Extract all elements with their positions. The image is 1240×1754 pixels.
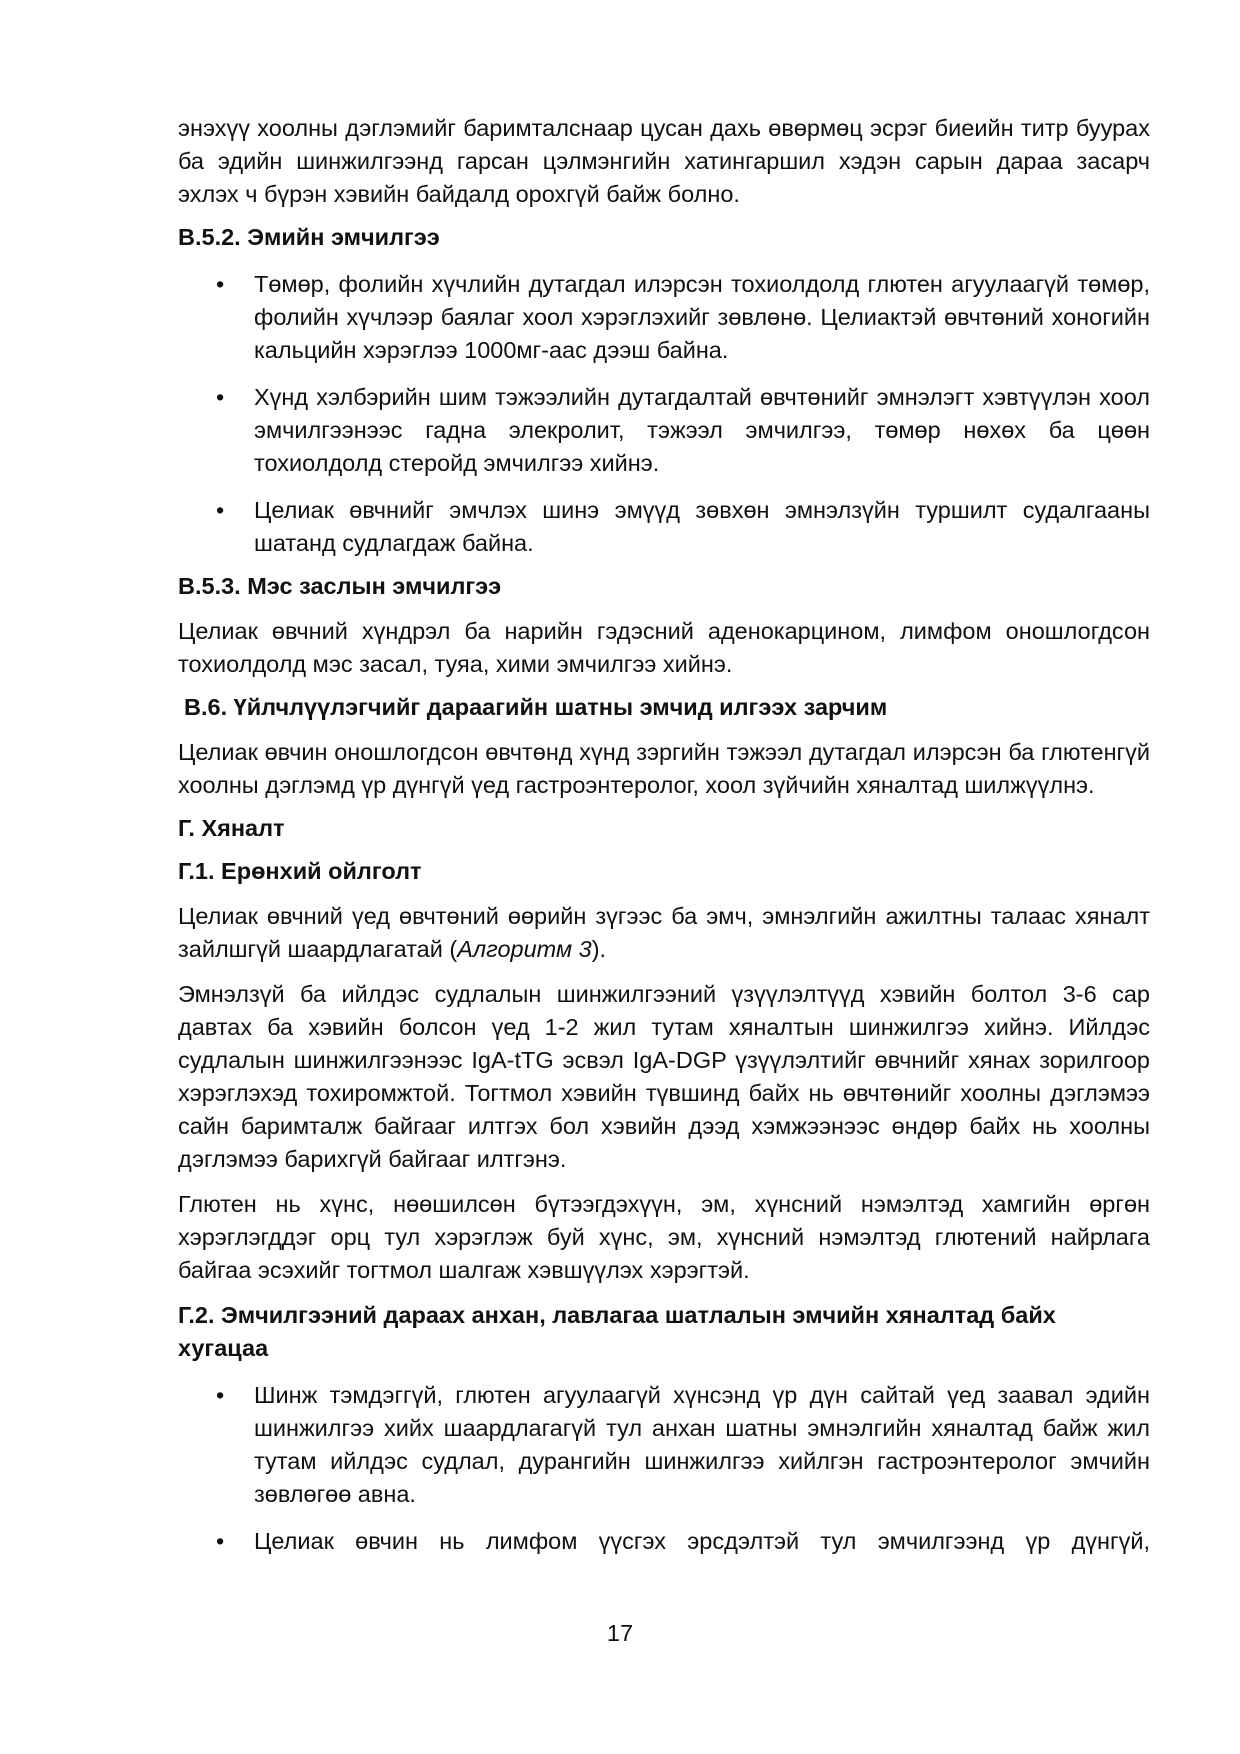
bullet-icon: • bbox=[216, 1382, 225, 1408]
list-item bbox=[178, 268, 1150, 367]
list-item bbox=[178, 1525, 1150, 1558]
algorithm-reference: Алгоритм 3 bbox=[457, 936, 592, 962]
list-item bbox=[178, 381, 1150, 480]
list-item-text: Хүнд хэлбэрийн шим тэжээлийн дутагдалтай өвчтөнийг эмнэлэгт хэвтүүлэн хоол эмчилгээнээс гадна элекролит, тэжээл эмчилгээ, төмөр нөхөх ба цөөн тохиолдолд стеройд эмчилгээ хийнэ. bbox=[254, 384, 1150, 476]
g1-paragraph-c: Глютен нь хүнс, нөөшилсөн бүтээгдэхүүн, эм, хүнсний нэмэлтэд хамгийн өргөн хэрэглэгддэг орц тул хэрэглэж буй хүнс, эм, хүнсний нэмэлтэд глютений найрлага байгаа эсэхийг тогтмол шалгаж хэвшүүлэх хэрэгтэй. bbox=[178, 1191, 1150, 1283]
g1-a-tail: ). bbox=[591, 936, 607, 962]
g2-list bbox=[178, 1379, 1150, 1558]
heading-g: Г. Хяналт bbox=[178, 815, 285, 841]
b53-paragraph: Целиак өвчний хүндрэл ба нарийн гэдэсний аденокарцином, лимфом оношлогдсон тохиолдолд мэс засал, туяа, хими эмчилгээ хийнэ. bbox=[178, 618, 1150, 677]
list-item-text: Төмөр, фолийн хүчлийн дутагдал илэрсэн тохиолдолд глютен агуулаагүй төмөр, фолийн хүчлээр баялаг хоол хэрэглэхийг зөвлөнө. Целиактэй өвчтөний хоногийн кальцийн хэрэглээ 1000мг-аас дээш байна. bbox=[254, 271, 1150, 363]
list-item bbox=[178, 494, 1150, 560]
list-item-text: Целиак өвчнийг эмчлэх шинэ эмүүд зөвхөн эмнэлзүйн туршилт судалгааны шатанд судлагдаж байна. bbox=[254, 497, 1150, 556]
b52-list bbox=[178, 268, 1150, 560]
heading-b52: В.5.2. Эмийн эмчилгээ bbox=[178, 224, 440, 250]
list-item bbox=[178, 1379, 1150, 1511]
document-page bbox=[178, 112, 1150, 1558]
g1-paragraph-b: Эмнэлзүй ба ийлдэс судлалын шинжилгээний үзүүлэлтүүд хэвийн болтол 3-6 сар давтах ба хэвийн болсон үед 1-2 жил тутам хяналтын шинжилгээ хийнэ. Ийлдэс судлалын шинжилгээнээс IgA-tTG эсвэл IgA-DGP үзүүлэлтийг өвчнийг хянах зорилгоор хэрэглэхэд тохиромжтой. Тогтмол хэвийн түвшинд байх нь өвчтөнийг хоолны дэглэмээ сайн баримталж байгааг илтгэх бол хэвийн дээд хэмжээнээс өндөр байх нь хоолны дэглэмээ барихгүй байгааг илтгэнэ. bbox=[178, 981, 1150, 1172]
page-number: 17 bbox=[606, 1620, 634, 1646]
heading-b6: В.6. Үйлчлүүлэгчийг дараагийн шатны эмчид илгээх зарчим bbox=[184, 694, 888, 720]
heading-b53: В.5.3. Мэс заслын эмчилгээ bbox=[178, 573, 502, 599]
bullet-icon: • bbox=[216, 384, 225, 410]
bullet-icon: • bbox=[216, 497, 225, 523]
heading-g2: Г.2. Эмчилгээний дараах анхан, лавлагаа шатлалын эмчийн хяналтад байх хугацаа bbox=[178, 1302, 1056, 1361]
g1-a-text: Целиак өвчний үед өвчтөний өөрийн зүгээс ба эмч, эмнэлгийн ажилтны талаас хяналт зайлшгүй шаардлагатай ( bbox=[178, 903, 1150, 962]
intro-paragraph: энэхүү хоолны дэглэмийг баримталснаар цусан дахь өвөрмөц эсрэг биеийн титр буурах ба эдийн шинжилгээнд гарсан цэлмэнгийн хатингаршил хэдэн сарын дараа засарч эхлэх ч бүрэн хэвийн байдалд орохгүй байж болно. bbox=[178, 115, 1150, 207]
heading-g1: Г.1. Ерөнхий ойлголт bbox=[178, 858, 422, 884]
list-item-text: Целиак өвчин нь лимфом үүсгэх эрсдэлтэй тул эмчилгээнд үр дүнгүй, bbox=[254, 1528, 1150, 1554]
bullet-icon: • bbox=[216, 1528, 225, 1554]
bullet-icon: • bbox=[216, 271, 225, 297]
g1-paragraph-a bbox=[178, 900, 1150, 966]
list-item-text: Шинж тэмдэггүй, глютен агуулаагүй хүнсэнд үр дүн сайтай үед заавал эдийн шинжилгээ хийх шаардлагагүй тул анхан шатны эмнэлгийн хяналтад байж жил тутам ийлдэс судлал, дурангийн шинжилгээ хийлгэн гастроэнтеролог эмчийн зөвлөгөө авна. bbox=[254, 1382, 1150, 1507]
b6-paragraph: Целиак өвчин оношлогдсон өвчтөнд хүнд зэргийн тэжээл дутагдал илэрсэн ба глютенгүй хоолны дэглэмд үр дүнгүй үед гастроэнтеролог, хоол зүйчийн хяналтад шилжүүлнэ. bbox=[178, 739, 1150, 798]
